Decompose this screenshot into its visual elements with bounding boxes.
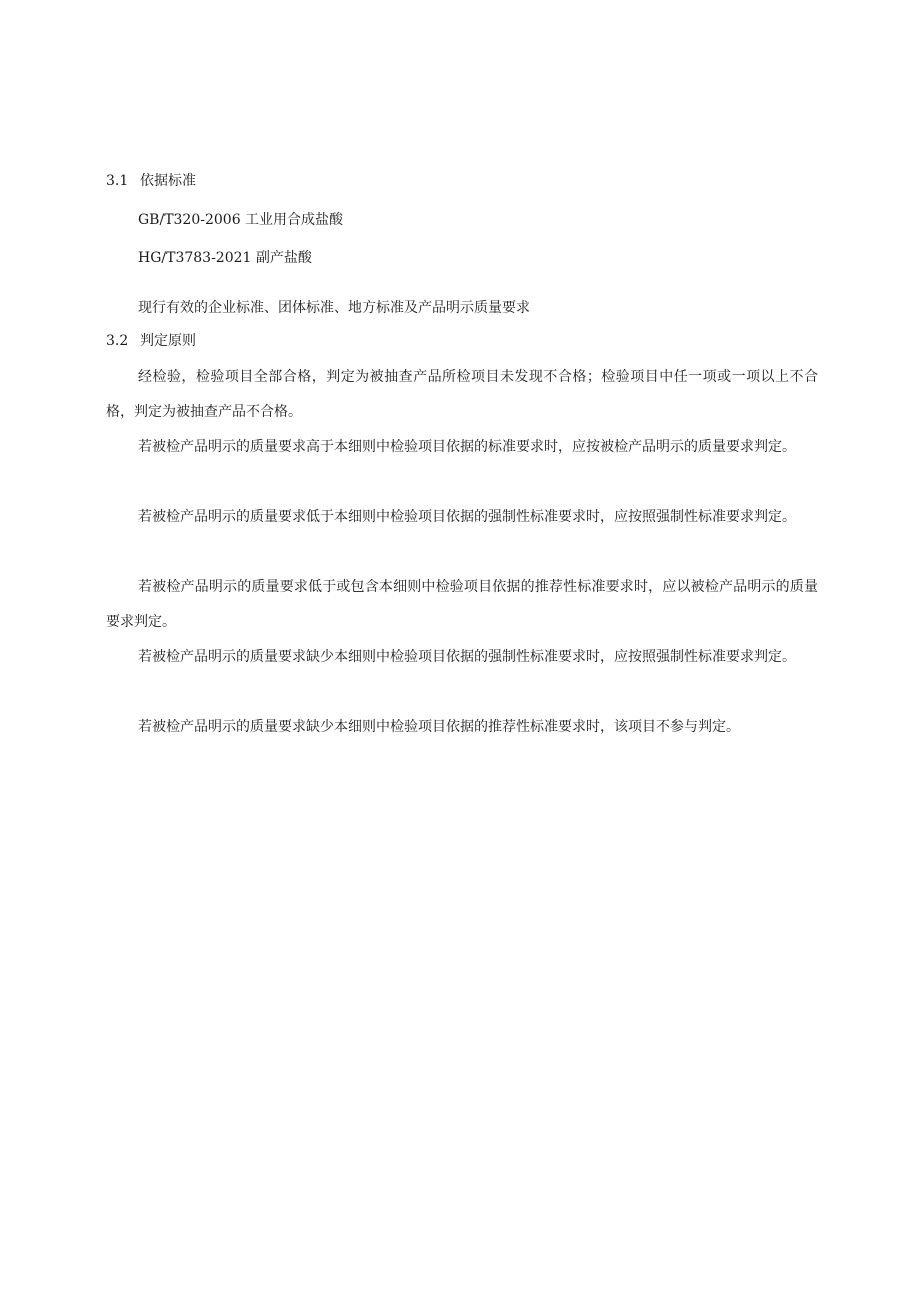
standard-hg-t3783: HG/T3783-2021 副产盐酸 — [138, 250, 312, 266]
judgement-paragraph-1: 经检验，检验项目全部合格，判定为被抽查产品所检项目未发现不合格；检验项目中任一项或一项以上不合格，判定为被抽查产品不合格。 — [106, 369, 818, 420]
judgement-paragraph-6: 若被检产品明示的质量要求缺少本细则中检验项目依据的推荐性标准要求时，该项目不参与判定。 — [138, 719, 740, 735]
standard-other: 现行有效的企业标准、团体标准、地方标准及产品明示质量要求 — [138, 300, 530, 316]
section-3-1-number: 3.1 — [106, 173, 129, 189]
section-3-2-title: 判定原则 — [140, 333, 196, 349]
judgement-paragraph-4: 若被检产品明示的质量要求低于或包含本细则中检验项目依据的推荐性标准要求时，应以被检产品明示的质量要求判定。 — [106, 579, 818, 630]
judgement-paragraph-5: 若被检产品明示的质量要求缺少本细则中检验项目依据的强制性标准要求时，应按照强制性标准要求判定。 — [138, 649, 796, 665]
judgement-paragraph-3: 若被检产品明示的质量要求低于本细则中检验项目依据的强制性标准要求时，应按照强制性标准要求判定。 — [138, 509, 796, 525]
section-3-1-title: 依据标准 — [140, 173, 196, 189]
section-3-2-heading — [106, 332, 196, 350]
standard-gb-t320: GB/T320-2006 工业用合成盐酸 — [138, 212, 344, 228]
judgement-paragraph-2: 若被检产品明示的质量要求高于本细则中检验项目依据的标准要求时，应按被检产品明示的质量要求判定。 — [138, 439, 796, 455]
section-3-1-heading — [106, 172, 196, 190]
section-3-2-number: 3.2 — [106, 333, 129, 349]
